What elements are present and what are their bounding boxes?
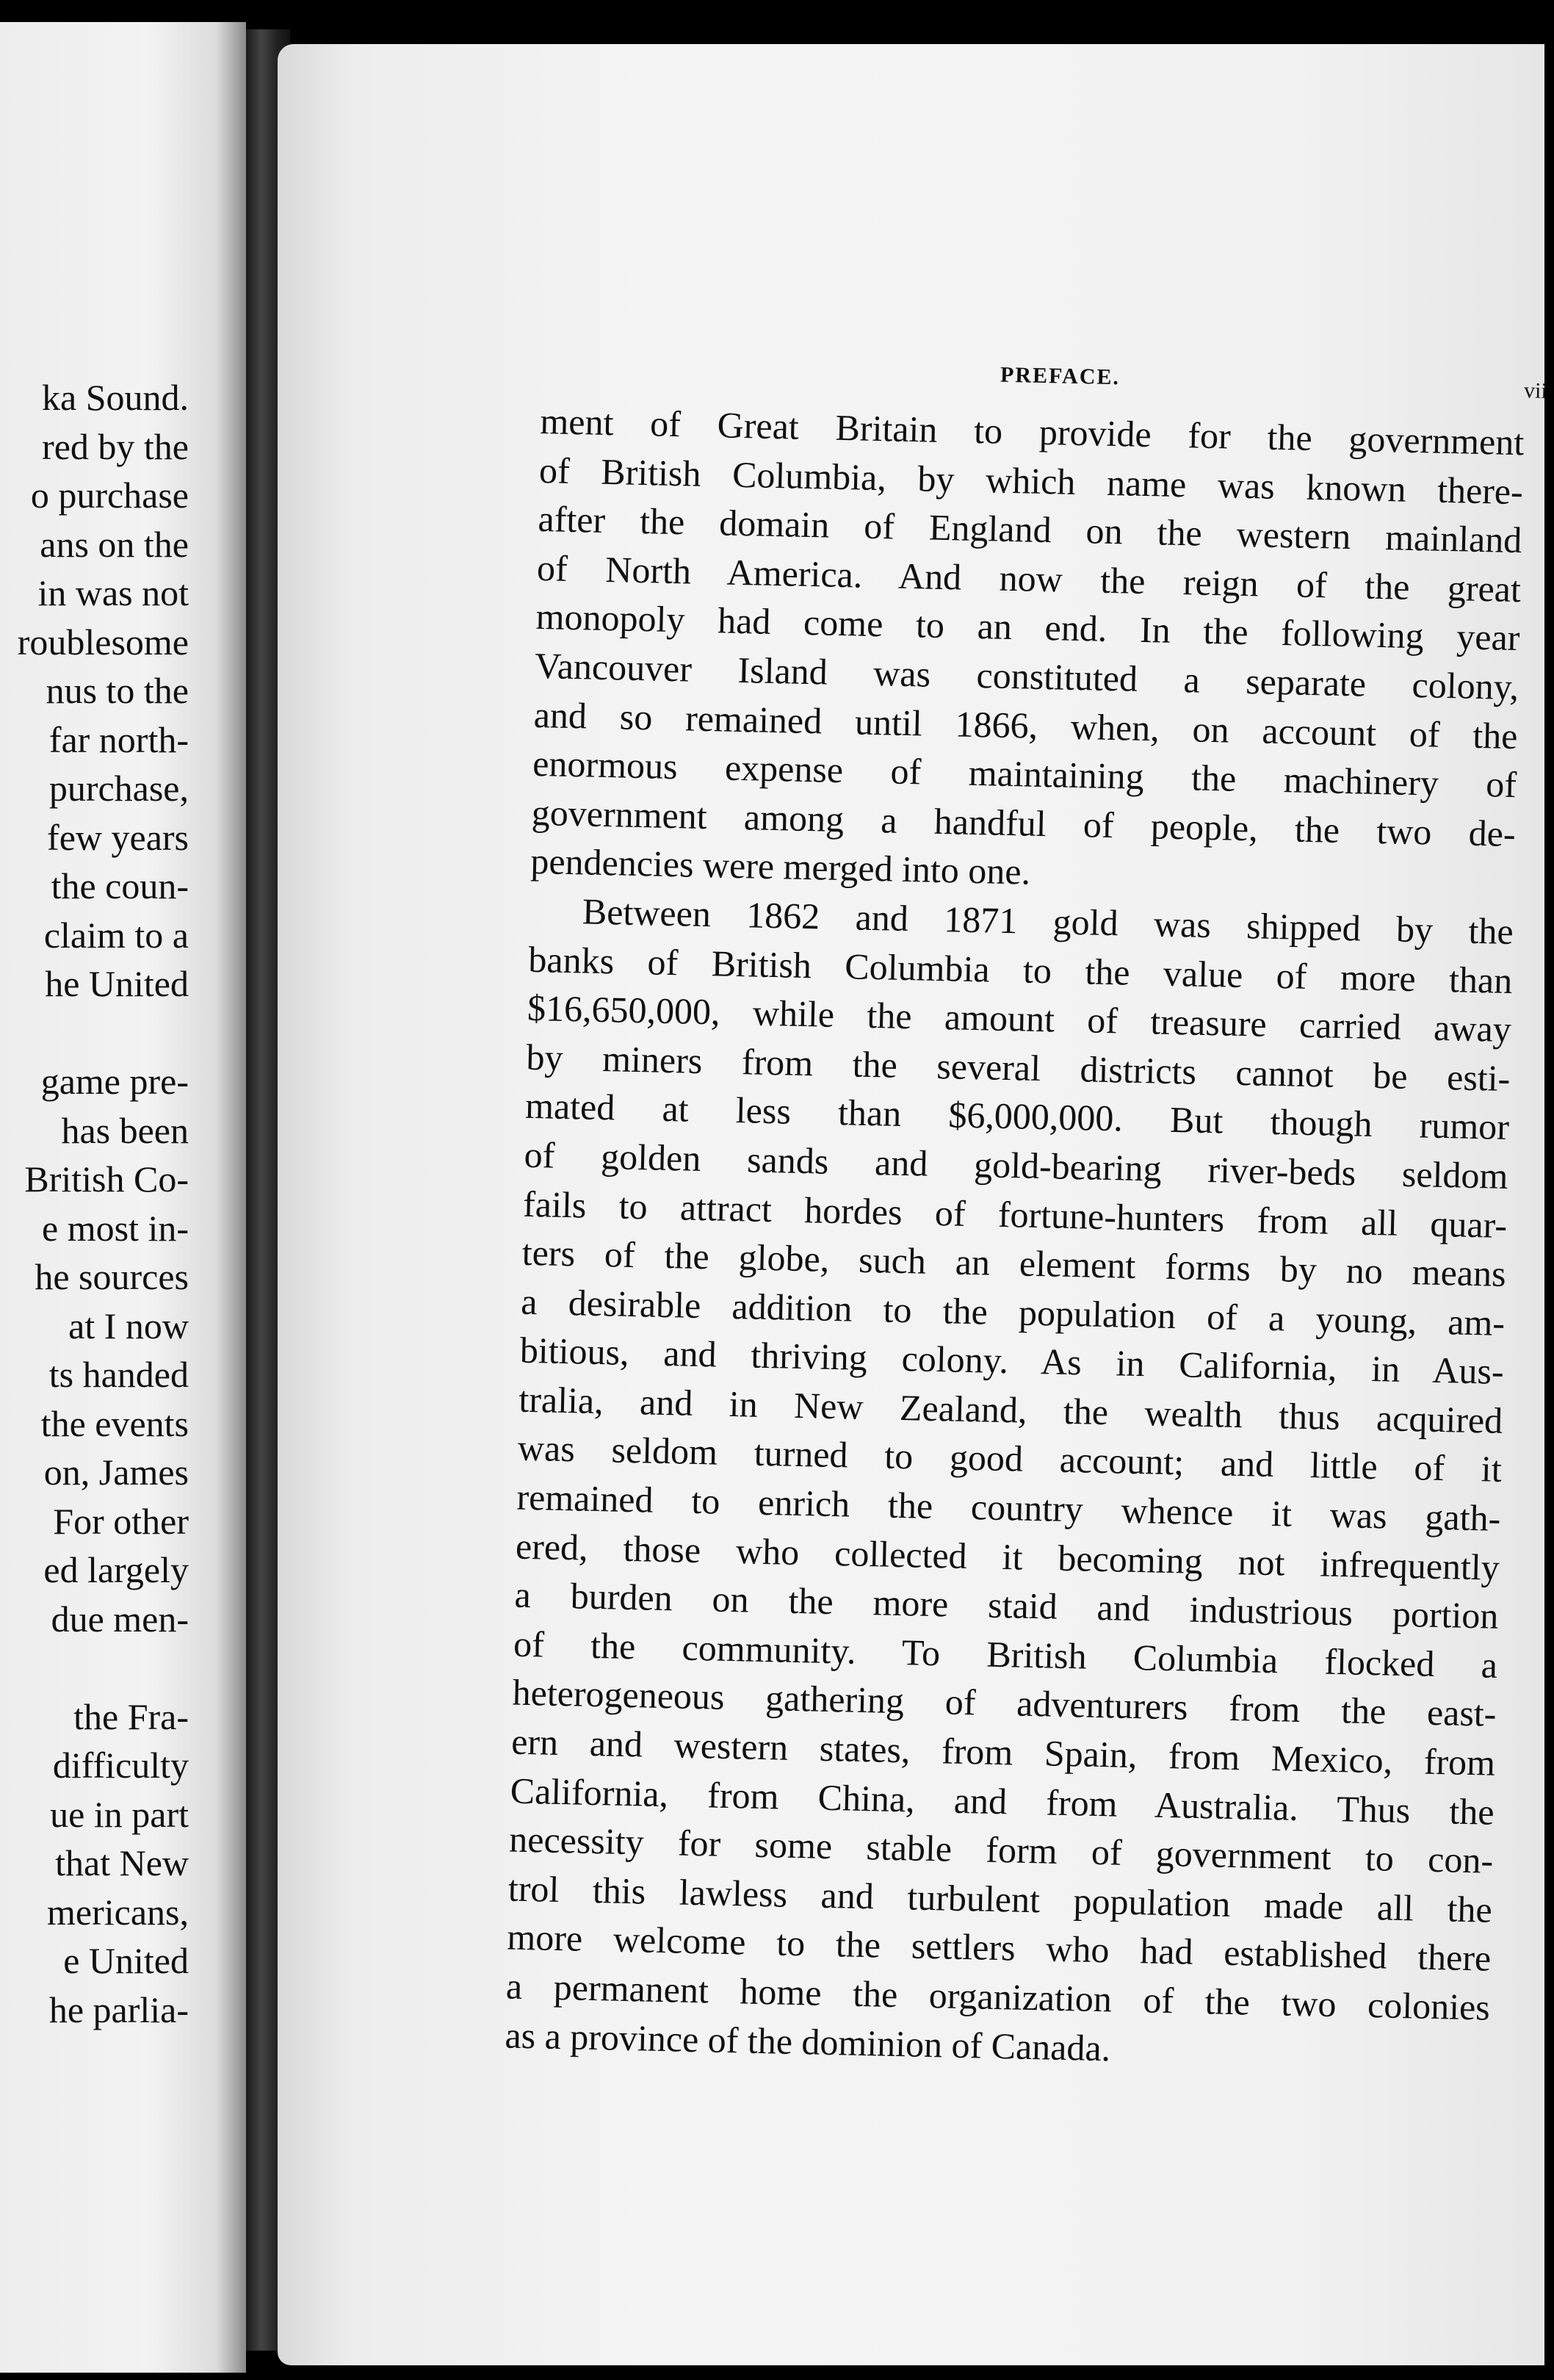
- left-page-line: British Co-: [24, 1158, 189, 1200]
- text-line: mated at less than $6,000,000. But though rumor: [524, 1085, 1510, 1148]
- text-line: a burden on the more staid and industrious portion: [514, 1573, 1499, 1637]
- text-line: Vancouver Island was constituted a separate colony,: [534, 644, 1519, 708]
- left-page-line: he sources: [35, 1256, 189, 1297]
- text-line: of golden sands and gold-bearing river-beds seldom: [524, 1133, 1509, 1197]
- left-page-line: he parlia-: [48, 1988, 189, 2030]
- text-line: government among a handful of people, the two de-: [531, 791, 1517, 854]
- body-text: [505, 397, 1525, 2081]
- text-line: of British Columbia, by which name was known there-: [538, 449, 1524, 512]
- left-page-blank-line: [0, 1643, 189, 1692]
- text-line: tralia, and in New Zealand, the wealth thus acquired: [518, 1378, 1503, 1441]
- text-line: California, from China, and from Australia. Thus the: [510, 1770, 1495, 1833]
- text-line: after the domain of England on the western mainland: [538, 498, 1522, 561]
- text-line: ters of the globe, such an element forms by no means: [521, 1231, 1507, 1295]
- left-page-line: mericans,: [47, 1891, 189, 1933]
- left-page-line: he United: [45, 963, 189, 1004]
- text-line: and so remained until 1866, when, on account of the: [533, 693, 1519, 757]
- left-page-line: purchase,: [48, 768, 189, 809]
- left-page-line: that New: [55, 1842, 189, 1883]
- left-page-line: the coun-: [51, 865, 189, 906]
- text-block: [504, 338, 1548, 2081]
- text-line: Between 1862 and 1871 gold was shipped by the: [582, 890, 1514, 952]
- left-page-line: game pre-: [40, 1061, 189, 1102]
- text-line: a permanent home the organization of the two colonies: [505, 1965, 1491, 2028]
- text-line: banks of British Columbia to the value of more than: [527, 938, 1513, 1001]
- text-line: bitious, and thriving colony. As in California, in Aus-: [519, 1329, 1505, 1393]
- paragraph: [530, 397, 1525, 907]
- left-page-line: o purchase: [30, 475, 189, 516]
- left-page: [0, 22, 246, 2373]
- left-page-text: [0, 373, 189, 2034]
- text-line: a desirable addition to the population of a young, am-: [520, 1280, 1506, 1344]
- text-line: necessity for some stable form of government to con-: [508, 1818, 1494, 1881]
- left-page-line: claim to a: [43, 914, 189, 956]
- left-page-blank-line: [0, 1009, 189, 1058]
- left-page-line: in was not: [37, 572, 189, 613]
- paragraph: [505, 886, 1514, 2081]
- text-line: enormous expense of maintaining the machinery of: [532, 743, 1517, 806]
- left-page-line: nus to the: [46, 670, 189, 711]
- left-page-line: at I now: [68, 1305, 189, 1346]
- left-page-line: due men-: [51, 1598, 189, 1640]
- left-page-line: ed largely: [43, 1549, 189, 1590]
- text-line: monopoly had come to an end. In the following year: [535, 596, 1521, 659]
- text-line: ern and western states, from Spain, from Mexico, from: [510, 1720, 1496, 1784]
- text-line: ment of Great Britain to provide for the government: [539, 400, 1525, 464]
- left-page-line: ue in part: [50, 1793, 189, 1835]
- left-page-line: ka Sound.: [42, 377, 189, 418]
- text-line: more welcome to the settlers who had established there: [506, 1916, 1492, 1980]
- left-page-line: ans on the: [40, 523, 189, 565]
- text-line: of North America. And now the reign of the great: [536, 547, 1522, 610]
- text-line: pendencies were merged into one.: [530, 840, 1031, 893]
- running-head-title: PREFACE.: [1000, 362, 1121, 390]
- left-page-line: has been: [61, 1109, 189, 1151]
- left-page-line: red by the: [42, 425, 189, 467]
- text-line: by miners from the several districts cannot be esti-: [526, 1036, 1511, 1099]
- text-line: was seldom turned to good account; and little of it: [517, 1427, 1503, 1490]
- left-page-line: few years: [47, 816, 189, 858]
- text-line: trol this lawless and turbulent population made all the: [507, 1867, 1493, 1930]
- text-line: remained to enrich the country whence it was gath-: [516, 1476, 1501, 1539]
- text-line: as a province of the dominion of Canada.: [504, 2014, 1111, 2069]
- left-page-line: roublesome: [17, 621, 189, 663]
- left-page-line: For other: [53, 1500, 189, 1542]
- left-page-line: e United: [63, 1940, 189, 1981]
- left-page-line: the Fra-: [73, 1695, 189, 1737]
- left-page-line: ts handed: [48, 1354, 189, 1395]
- left-page-line: the events: [40, 1402, 189, 1444]
- text-line: heterogeneous gathering of adventurers from the east-: [512, 1672, 1497, 1735]
- page-number: vii: [1523, 378, 1548, 403]
- left-page-line: e most in-: [42, 1207, 189, 1249]
- left-page-line: on, James: [43, 1452, 189, 1493]
- right-page: [278, 44, 1548, 2365]
- left-page-line: difficulty: [52, 1745, 189, 1786]
- text-line: of the community. To British Columbia flocked a: [513, 1623, 1498, 1686]
- text-line: fails to attract hordes of fortune-hunters from all quar-: [522, 1183, 1508, 1246]
- text-line: ered, those who collected it becoming not infrequently: [515, 1525, 1500, 1588]
- text-line: $16,650,000, while the amount of treasure carried away: [527, 987, 1512, 1050]
- left-page-line: far north-: [48, 718, 189, 760]
